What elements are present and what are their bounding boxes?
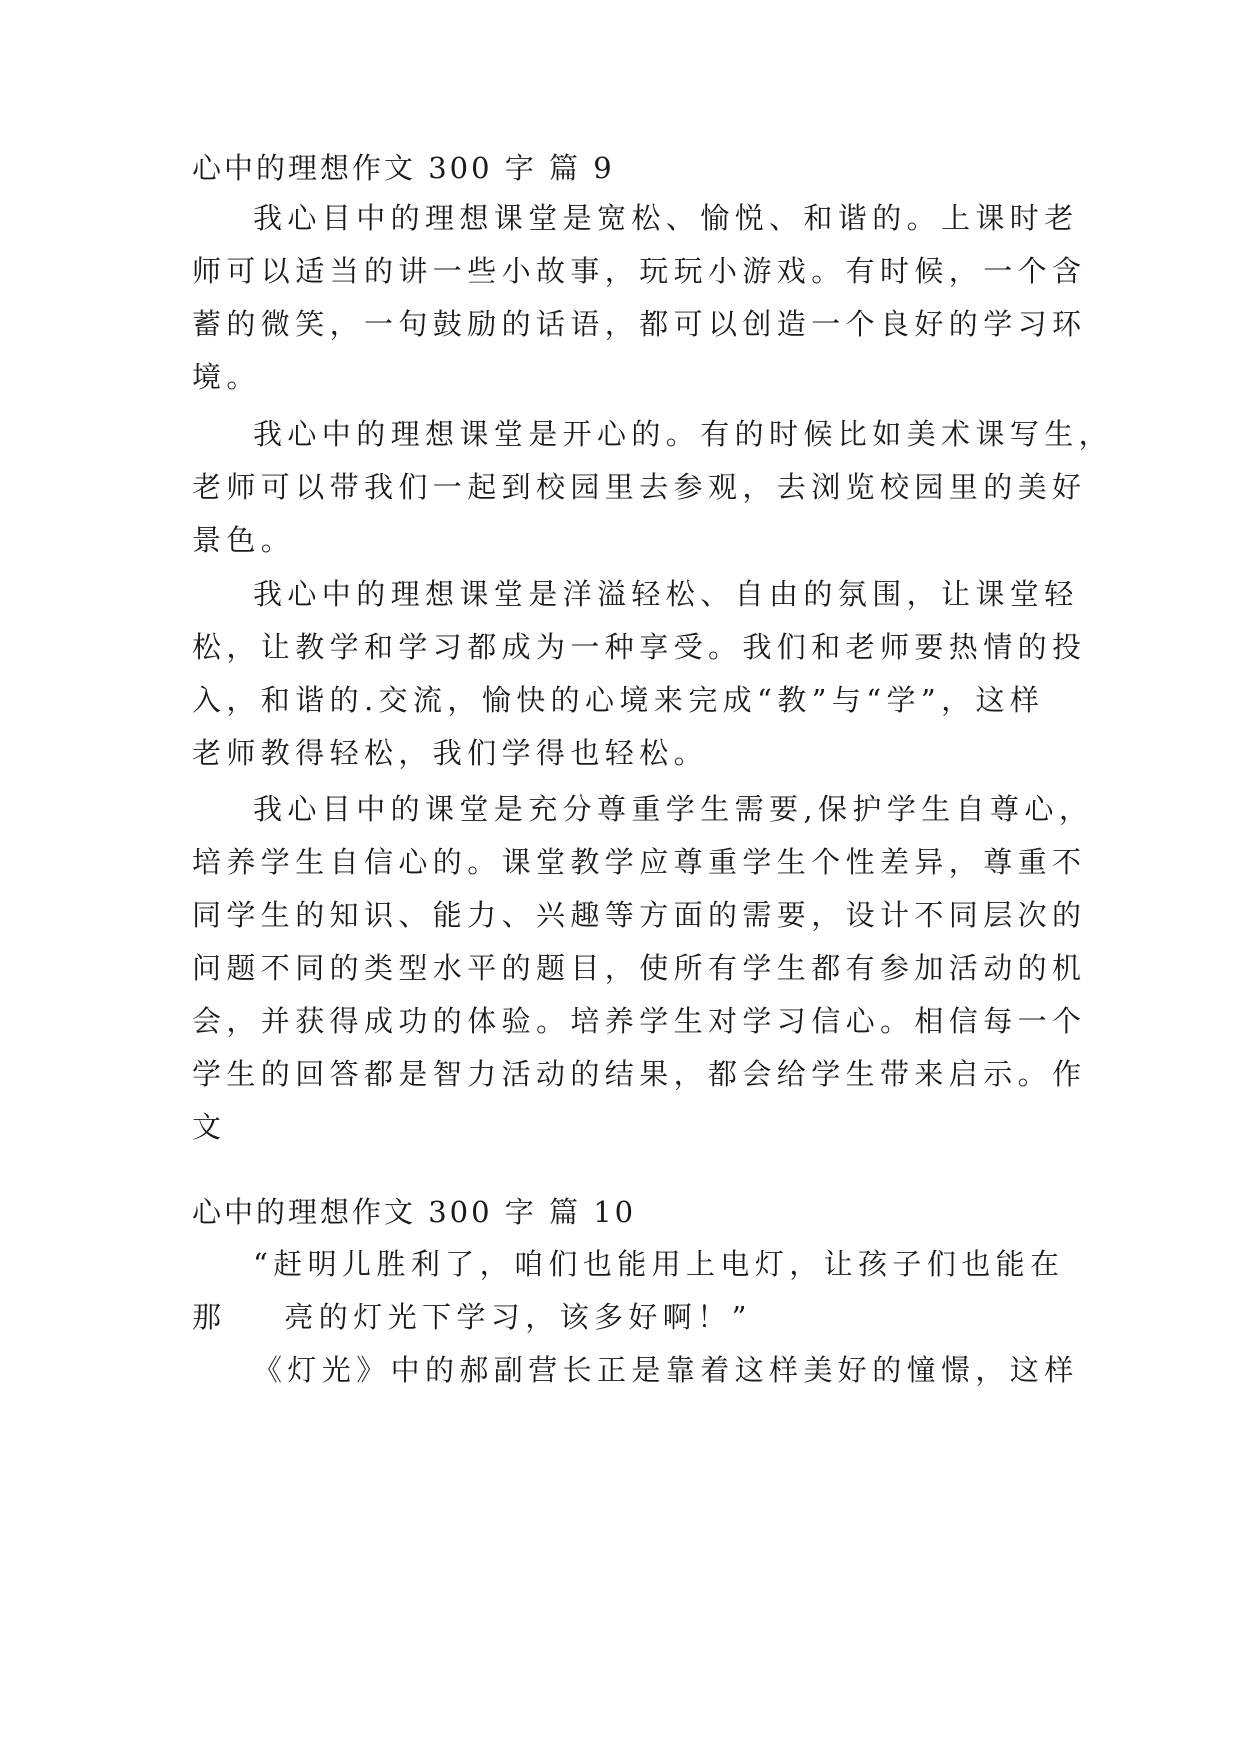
paragraph-line: 境。 <box>192 360 261 394</box>
paragraph-line: 问题不同的类型水平的题目，使所有学生都有参加活动的机 <box>192 951 1087 985</box>
paragraph-line: 学生的回答都是智力活动的结果，都会给学生带来启示。作 <box>192 1057 1087 1091</box>
paragraph-line: 老师教得轻松，我们学得也轻松。 <box>192 736 709 770</box>
paragraph-line: 蓄的微笑，一句鼓励的话语，都可以创造一个良好的学习环 <box>192 307 1087 341</box>
paragraph-line <box>192 1297 1052 1337</box>
paragraph-line: 师可以适当的讲一些小故事，玩玩小游戏。有时候，一个含 <box>192 254 1087 288</box>
paragraph-line: 文 <box>192 1110 227 1144</box>
paragraph-line: 《灯光》中的郝副营长正是靠着这样美好的憧憬，这样 <box>253 1353 1079 1387</box>
paragraph-line: 会，并获得成功的体验。培养学生对学习信心。相信每一个 <box>192 1004 1087 1038</box>
paragraph-line: “赶明儿胜利了，咱们也能用上电灯，让孩子们也能在 <box>253 1247 1065 1281</box>
section-heading: 心中的理想作文 300 字 篇 10 <box>192 1195 637 1229</box>
paragraph-line: 我心中的理想课堂是洋溢轻松、自由的氛围，让课堂轻 <box>253 577 1079 611</box>
paragraph-line: 我心目中的理想课堂是宽松、愉悦、和谐的。上课时老 <box>253 201 1079 235</box>
line-fragment: 亮的灯光下学习，该多好啊！” <box>284 1300 752 1334</box>
paragraph-line: 同学生的知识、能力、兴趣等方面的需要，设计不同层次的 <box>192 898 1087 932</box>
paragraph-line: 老师可以带我们一起到校园里去参观，去浏览校园里的美好 <box>192 470 1087 504</box>
paragraph-line: 景色。 <box>192 523 296 557</box>
line-fragment: 那 <box>192 1300 227 1334</box>
paragraph-line: 松，让教学和学习都成为一种享受。我们和老师要热情的投 <box>192 630 1087 664</box>
section-heading: 心中的理想作文 300 字 篇 9 <box>192 151 615 185</box>
paragraph-line: 入，和谐的.交流，愉快的心境来完成“教”与“学”，这样 <box>192 683 1045 717</box>
paragraph-line: 培养学生自信心的。课堂教学应尊重学生个性差异，尊重不 <box>192 845 1087 879</box>
paragraph-line: 我心中的理想课堂是开心的。有的时候比如美术课写生， <box>253 417 1114 451</box>
paragraph-line: 我心目中的课堂是充分尊重学生需要,保护学生自尊心， <box>253 792 1094 826</box>
